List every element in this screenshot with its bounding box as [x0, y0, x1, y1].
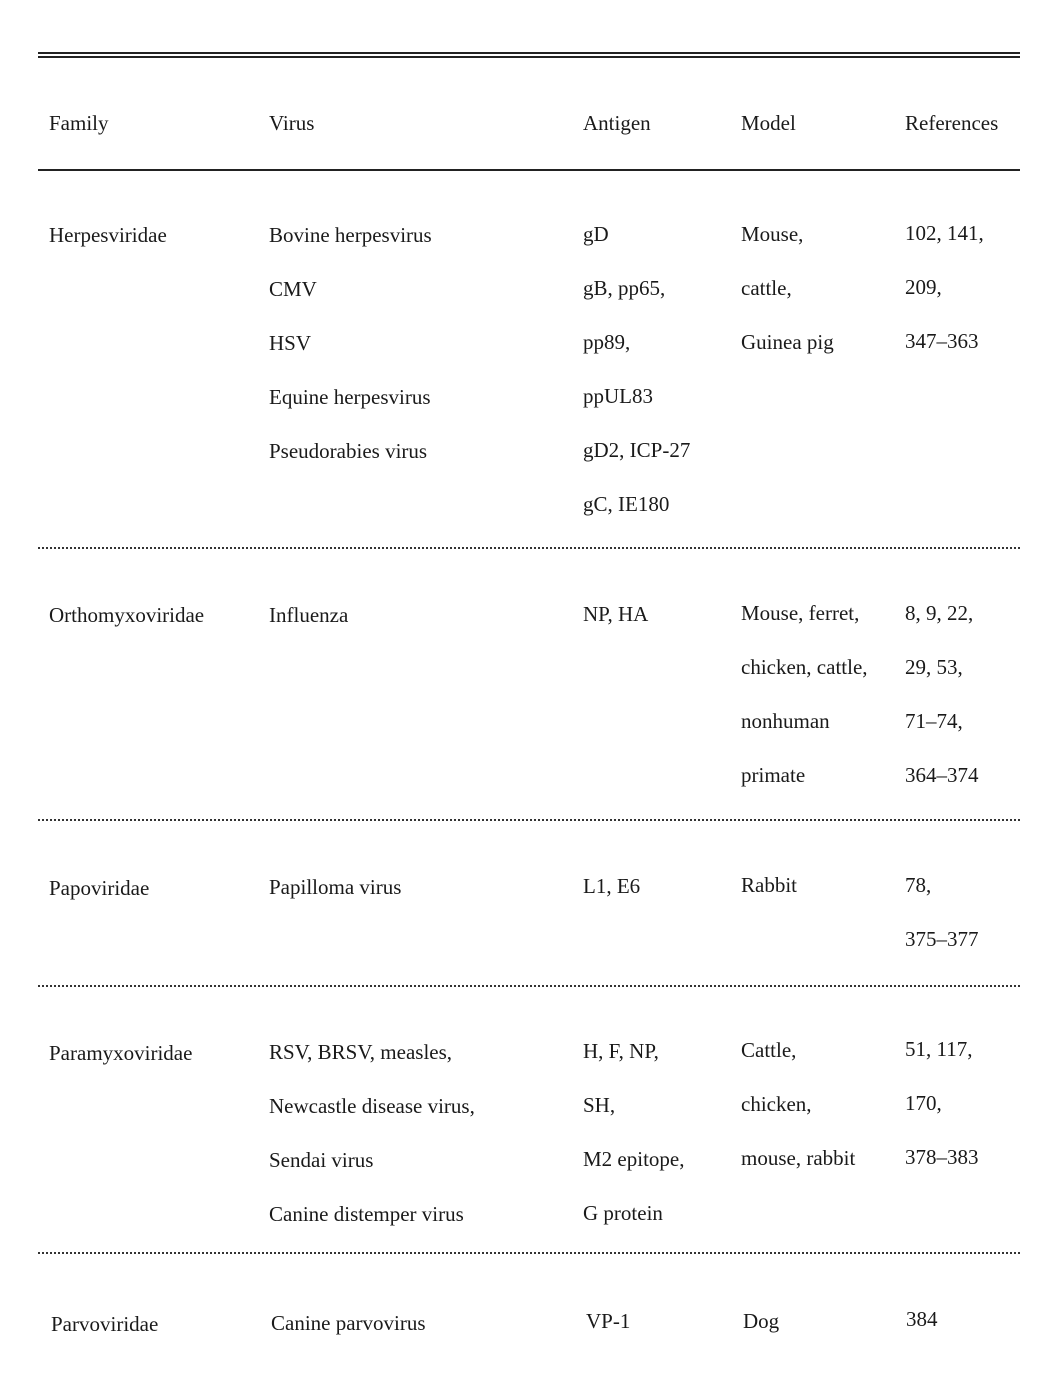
antigen-item: H, F, NP,: [583, 1039, 659, 1063]
row-antigen-list: [586, 1294, 630, 1348]
row-antigen-list: [583, 1024, 684, 1240]
header-model: Model: [741, 111, 796, 135]
antigen-item: SH,: [583, 1093, 616, 1117]
row-antigen-list: [583, 859, 640, 913]
row-family: Herpesviridae: [49, 223, 167, 247]
virus-item: Newcastle disease virus,: [269, 1094, 475, 1118]
model-item: chicken,: [741, 1092, 812, 1116]
virus-item: HSV: [269, 331, 312, 355]
antigen-item: M2 epitope,: [583, 1147, 685, 1171]
row-separator: [38, 819, 1020, 821]
model-item: Cattle,: [741, 1038, 797, 1062]
reference-item: 51, 117,: [905, 1037, 973, 1061]
row-references-list: [905, 206, 984, 368]
row-model-list: [743, 1294, 779, 1348]
header-antigen: Antigen: [583, 111, 651, 135]
row-model-list: [741, 1023, 855, 1185]
virus-item: Influenza: [269, 603, 349, 627]
antigen-item: gD2, ICP-27: [583, 438, 691, 462]
row-virus-list: [269, 1025, 475, 1241]
reference-item: 364–374: [905, 763, 979, 787]
row-virus-list: [271, 1296, 426, 1350]
row-references-list: [905, 586, 979, 802]
virus-item: Equine herpesvirus: [269, 385, 431, 409]
row-family: Paramyxoviridae: [49, 1041, 193, 1065]
virus-item: Canine parvovirus: [271, 1311, 426, 1335]
model-item: cattle,: [741, 276, 792, 300]
reference-item: 29, 53,: [905, 655, 963, 679]
model-item: chicken, cattle,: [741, 655, 868, 679]
header-references: References: [905, 111, 999, 135]
row-references-list: [905, 858, 979, 966]
row-family: Orthomyxoviridae: [49, 603, 205, 627]
reference-item: 384: [906, 1307, 938, 1331]
model-item: primate: [741, 763, 806, 787]
header-family: Family: [49, 111, 109, 135]
row-separator: [38, 547, 1020, 549]
top-double-rule: [38, 52, 1020, 58]
antigen-item: pp89,: [583, 330, 631, 354]
reference-item: 71–74,: [905, 709, 963, 733]
row-separator: [38, 985, 1020, 987]
virus-item: Pseudorabies virus: [269, 439, 428, 463]
row-family: Parvoviridae: [51, 1312, 159, 1336]
virus-item: Canine distemper virus: [269, 1202, 464, 1226]
header-rule: [38, 169, 1020, 171]
model-item: Rabbit: [741, 873, 797, 897]
row-virus-list: [269, 208, 432, 478]
row-references-list: [906, 1292, 938, 1346]
reference-item: 78,: [905, 873, 932, 897]
model-item: Guinea pig: [741, 330, 834, 354]
antigen-item: gB, pp65,: [583, 276, 666, 300]
antigen-item: NP, HA: [583, 602, 649, 626]
model-item: Mouse, ferret,: [741, 601, 860, 625]
reference-item: 347–363: [905, 329, 979, 353]
virus-item: Bovine herpesvirus: [269, 223, 432, 247]
row-references-list: [905, 1022, 979, 1184]
model-item: Dog: [743, 1309, 780, 1333]
row-virus-list: [269, 588, 348, 642]
row-model-list: [741, 858, 797, 912]
model-item: mouse, rabbit: [741, 1146, 856, 1170]
reference-item: 8, 9, 22,: [905, 601, 974, 625]
virus-item: Papilloma virus: [269, 875, 402, 899]
reference-item: 170,: [905, 1091, 942, 1115]
row-model-list: [741, 586, 868, 802]
antigen-item: ppUL83: [583, 384, 653, 408]
virus-item: CMV: [269, 277, 317, 301]
header-virus: Virus: [269, 111, 315, 135]
model-item: Mouse,: [741, 222, 804, 246]
reference-item: 102, 141,: [905, 221, 984, 245]
antigen-item: VP-1: [586, 1309, 631, 1333]
row-antigen-list: [583, 587, 648, 641]
reference-item: 209,: [905, 275, 942, 299]
antigen-item: gC, IE180: [583, 492, 670, 516]
reference-item: 375–377: [905, 927, 979, 951]
row-separator: [38, 1252, 1020, 1254]
row-virus-list: [269, 860, 401, 914]
model-item: nonhuman: [741, 709, 830, 733]
virus-item: Sendai virus: [269, 1148, 374, 1172]
row-antigen-list: [583, 207, 690, 531]
row-family: Papoviridae: [49, 876, 150, 900]
antigen-item: L1, E6: [583, 874, 641, 898]
reference-item: 378–383: [905, 1145, 979, 1169]
antigen-item: gD: [583, 222, 609, 246]
antigen-item: G protein: [583, 1201, 663, 1225]
row-model-list: [741, 207, 834, 369]
virus-item: RSV, BRSV, measles,: [269, 1040, 453, 1064]
